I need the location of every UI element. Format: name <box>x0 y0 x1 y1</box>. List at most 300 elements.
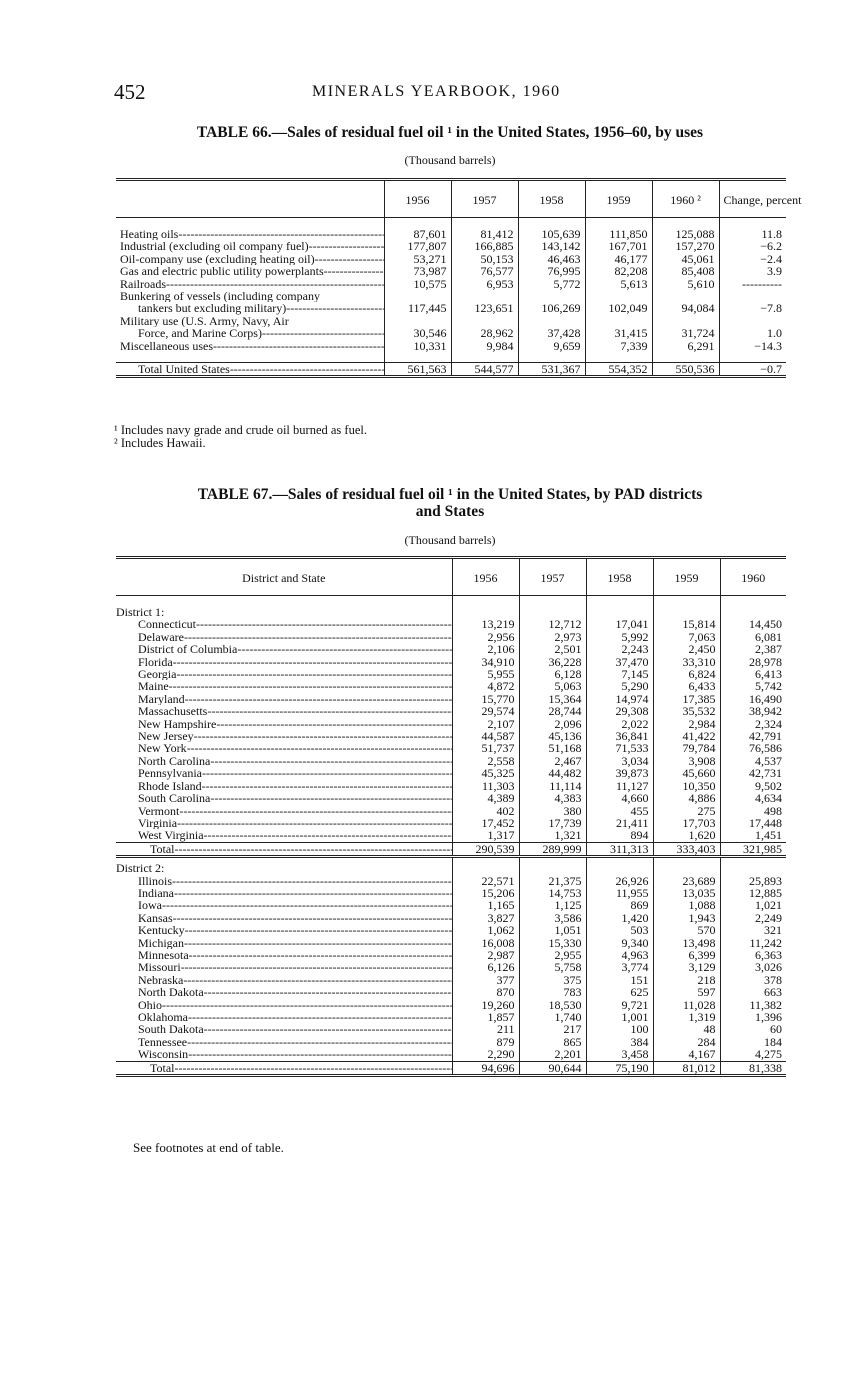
table67-cell: 11,114 <box>519 780 586 792</box>
table67-cell: 597 <box>653 986 720 998</box>
table67-cell: 17,703 <box>653 817 720 829</box>
table67-state-label <box>116 1011 452 1023</box>
table66-cell: 167,701 <box>585 240 652 252</box>
table66-spacer-cell <box>451 352 518 363</box>
table67-cell: 218 <box>653 974 720 986</box>
table67-cell: 2,955 <box>519 949 586 961</box>
table66-total-cell: −0.7 <box>719 363 786 377</box>
table66-cell: 5,772 <box>518 278 585 290</box>
table67-cell: 37,470 <box>586 656 653 668</box>
table66-spacer-cell <box>585 352 652 363</box>
table67-cell: 4,275 <box>720 1048 786 1061</box>
table67-cell: 1,051 <box>519 924 586 936</box>
table67-cell: 4,660 <box>586 792 653 804</box>
table67-cell: 36,228 <box>519 656 586 668</box>
table67-row <box>116 643 786 655</box>
table67-row <box>116 817 786 829</box>
table67-state-label <box>116 1048 452 1061</box>
table66-cell: 46,463 <box>518 253 585 265</box>
table67-state-name: Florida <box>138 655 173 669</box>
table67-total-row <box>116 842 786 856</box>
table66-column-header: Change, percent <box>719 180 786 218</box>
table67-total-label <box>116 1061 452 1075</box>
table66-cell: 46,177 <box>585 253 652 265</box>
table67-cell: 865 <box>519 1036 586 1048</box>
table67-total-label-text: Total <box>150 1061 175 1075</box>
table67-row <box>116 792 786 804</box>
table67-cell: 17,448 <box>720 817 786 829</box>
table66-spacer-cell <box>652 352 719 363</box>
table66-cell: 5,613 <box>585 278 652 290</box>
table67-cell: 3,034 <box>586 755 653 767</box>
table67-cell: 663 <box>720 986 786 998</box>
table66-spacer-cell <box>384 352 451 363</box>
table67-state-name: Ohio <box>138 998 162 1011</box>
table67-row <box>116 999 786 1011</box>
table67-cell: 13,219 <box>452 618 519 630</box>
table67-state-label <box>116 792 452 804</box>
table67-row <box>116 680 786 692</box>
table66-cell: 9,984 <box>451 340 518 352</box>
table67-cell: 9,340 <box>586 937 653 949</box>
table66-cell: 9,659 <box>518 340 585 352</box>
table66-cell: −2.4 <box>719 253 786 265</box>
table67-cell: 1,451 <box>720 829 786 842</box>
see-footnotes-note: See footnotes at end of table. <box>133 1140 284 1155</box>
table67-state-name: Kansas <box>138 911 173 925</box>
table67-state-name: New Hampshire <box>138 717 217 731</box>
table67-row <box>116 912 786 924</box>
table66-column-header: 1958 <box>518 180 585 218</box>
table67-stub-header: District and State <box>116 558 452 596</box>
table67-state-label <box>116 974 452 986</box>
table66-row-label-text: Military use (U.S. Army, Navy, Air <box>120 314 289 328</box>
table67-cell: 321 <box>720 924 786 936</box>
table66-cell: 177,807 <box>384 240 451 252</box>
table67-row <box>116 742 786 754</box>
table67-cell: 45,325 <box>452 767 519 779</box>
table67-cell: 79,784 <box>653 742 720 754</box>
table67-cell: 1,420 <box>586 912 653 924</box>
table66-row-label-text: Heating oils <box>120 228 179 241</box>
table67-cell: 2,987 <box>452 949 519 961</box>
table67-state-name: Illinois <box>138 874 173 887</box>
table67-unit: (Thousand barrels) <box>404 533 496 547</box>
table67-state-label <box>116 805 452 817</box>
table66-row-label <box>116 253 384 265</box>
table66-column-header: 1960 ² <box>652 180 719 218</box>
table67-total-cell: 311,313 <box>586 842 653 856</box>
table67-state-label <box>116 742 452 754</box>
table67-state-label <box>116 1023 452 1035</box>
table67-state-label <box>116 817 452 829</box>
table66-cell: 76,995 <box>518 265 585 277</box>
table67-row <box>116 618 786 630</box>
table67-cell: 5,992 <box>586 631 653 643</box>
table67-cell: 17,452 <box>452 817 519 829</box>
table67-cell: 14,450 <box>720 618 786 630</box>
table67-row <box>116 780 786 792</box>
table67-cell: 36,841 <box>586 730 653 742</box>
table67-state-name: North Dakota <box>138 986 204 999</box>
table67-cell: 384 <box>586 1036 653 1048</box>
table67-row <box>116 899 786 911</box>
table67-total-cell: 289,999 <box>519 842 586 856</box>
table66-stub-header <box>116 180 384 218</box>
table67-state-name: Maryland <box>138 692 185 706</box>
table67-cell: 51,168 <box>519 742 586 754</box>
table66-cell: 30,546 <box>384 327 451 339</box>
table67-state-label <box>116 631 452 643</box>
table67-cell: 2,956 <box>452 631 519 643</box>
table67-cell: 2,249 <box>720 912 786 924</box>
table67-cell: 9,721 <box>586 999 653 1011</box>
table67-cell: 4,886 <box>653 792 720 804</box>
table67-cell: 2,467 <box>519 755 586 767</box>
table67-state-label <box>116 668 452 680</box>
table66-cell: 76,577 <box>451 265 518 277</box>
table67-cell: 2,201 <box>519 1048 586 1061</box>
table67-cell: 4,963 <box>586 949 653 961</box>
table66-cell: 105,639 <box>518 228 585 240</box>
table67-row <box>116 961 786 973</box>
table67-column-header: 1960 <box>720 558 786 596</box>
page-number: 452 <box>114 80 146 104</box>
table67-caption-line2: and States <box>415 503 485 520</box>
table67-cell: 375 <box>519 974 586 986</box>
table67-cell: 1,088 <box>653 899 720 911</box>
table66-total-cell: 544,577 <box>451 363 518 377</box>
table67-row <box>116 1011 786 1023</box>
table67-state-name: Massachusetts <box>138 705 208 718</box>
table67-cell: 28,744 <box>519 705 586 717</box>
table66-caption: TABLE 66.—Sales of residual fuel oil ¹ in the United States, 1956–60, by uses <box>196 124 704 141</box>
table66-cell: 106,269 <box>518 302 585 314</box>
table67-state-name: South Carolina <box>138 792 211 805</box>
table67-cell: 2,450 <box>653 643 720 655</box>
table67-cell: 34,910 <box>452 656 519 668</box>
table66-row <box>116 278 786 290</box>
table67-state-name: Minnesota <box>138 948 189 962</box>
table66-row-label-text: tankers but excluding military) <box>138 302 287 315</box>
table67-state-label <box>116 949 452 961</box>
table67-cell: 29,574 <box>452 705 519 717</box>
table67-cell: 870 <box>452 986 519 998</box>
table67-spacer-cell <box>586 596 653 607</box>
table66-unit: (Thousand barrels) <box>404 153 496 167</box>
table67-row <box>116 937 786 949</box>
table66-row-label <box>116 290 384 302</box>
table67-cell: 15,770 <box>452 693 519 705</box>
table66-row-label-text: Miscellaneous uses <box>120 339 213 353</box>
table67-total-label <box>116 842 452 856</box>
table67-cell: 1,319 <box>653 1011 720 1023</box>
table67-cell: 4,383 <box>519 792 586 804</box>
table67-total-label-text: Total <box>150 842 175 856</box>
table67-cell: 15,814 <box>653 618 720 630</box>
table67-state-label <box>116 755 452 767</box>
table67-cell: 71,533 <box>586 742 653 754</box>
table67-cell: 7,063 <box>653 631 720 643</box>
table67-cell: 2,096 <box>519 718 586 730</box>
table67-cell: 39,873 <box>586 767 653 779</box>
table67-state-label <box>116 829 452 842</box>
table67-cell: 76,586 <box>720 742 786 754</box>
table67-cell: 11,955 <box>586 887 653 899</box>
table67-cell: 4,537 <box>720 755 786 767</box>
table66-row-label-text: Railroads <box>120 277 166 291</box>
table67-cell: 783 <box>519 986 586 998</box>
table67-district-label: District 1: <box>116 606 165 619</box>
table67-cell: 2,324 <box>720 718 786 730</box>
table67-cell: 51,737 <box>452 742 519 754</box>
table67-district-row <box>116 862 786 874</box>
table66-cell: ---------- <box>719 278 786 290</box>
table66-footnote: ² Includes Hawaii. <box>114 436 206 450</box>
table67-state-name: Iowa <box>138 899 162 912</box>
table67-row <box>116 668 786 680</box>
table66-row <box>116 265 786 277</box>
table67-state-name: Georgia <box>138 668 177 681</box>
table67-cell: 5,290 <box>586 680 653 692</box>
table67-cell: 21,375 <box>519 875 586 887</box>
table67-cell: 1,001 <box>586 1011 653 1023</box>
table67-cell: 1,165 <box>452 899 519 911</box>
table67-cell: 217 <box>519 1023 586 1035</box>
running-title: MINERALS YEARBOOK, 1960 <box>312 83 561 100</box>
table66-cell: 45,061 <box>652 253 719 265</box>
table66-total-cell: 531,367 <box>518 363 585 377</box>
table67-state-name: Delaware <box>138 630 184 644</box>
table66-cell: 3.9 <box>719 265 786 277</box>
table67-state-label <box>116 780 452 792</box>
table67-cell: 44,482 <box>519 767 586 779</box>
table67-state-name: Kentucky <box>138 924 185 937</box>
table67-state-name: Pennsylvania <box>138 767 202 780</box>
table67-row <box>116 767 786 779</box>
table66-row-label-text: Oil-company use (excluding heating oil) <box>120 252 315 266</box>
table67-state-label <box>116 1036 452 1048</box>
table67-cell <box>586 862 653 874</box>
table67-cell: 6,824 <box>653 668 720 680</box>
table66-spacer-cell <box>719 352 786 363</box>
table67-cell: 16,008 <box>452 937 519 949</box>
table67-state-name: Maine <box>138 680 169 693</box>
table67-cell: 12,885 <box>720 887 786 899</box>
table67-cell: 4,389 <box>452 792 519 804</box>
table67-cell: 4,167 <box>653 1048 720 1061</box>
table67-state-label <box>116 718 452 730</box>
table67-state-label <box>116 899 452 911</box>
table66-cell: 31,415 <box>585 327 652 339</box>
table67-cell: 1,740 <box>519 1011 586 1023</box>
table66-cell: 87,601 <box>384 228 451 240</box>
table67-cell: 25,893 <box>720 875 786 887</box>
table67-cell: 1,317 <box>452 829 519 842</box>
table67-spacer-cell <box>519 596 586 607</box>
table67-row <box>116 887 786 899</box>
table67-cell: 3,129 <box>653 961 720 973</box>
table67-cell: 498 <box>720 805 786 817</box>
table66-row-label-text: Gas and electric public utility powerplants <box>120 265 324 278</box>
table66-row-label <box>116 340 384 352</box>
table66-cell: −6.2 <box>719 240 786 252</box>
table67-total-cell: 94,696 <box>452 1061 519 1075</box>
table67-cell: 42,731 <box>720 767 786 779</box>
table67-state-name: Nebraska <box>138 973 184 987</box>
table67-cell: 48 <box>653 1023 720 1035</box>
table67-cell: 1,321 <box>519 829 586 842</box>
table67-caption-line1: TABLE 67.—Sales of residual fuel oil ¹ in the United States, by PAD districts <box>197 486 703 503</box>
table67-cell: 11,382 <box>720 999 786 1011</box>
table67-cell: 23,689 <box>653 875 720 887</box>
table67-cell: 3,458 <box>586 1048 653 1061</box>
table67-cell: 5,742 <box>720 680 786 692</box>
table67-spacer-cell <box>452 596 519 607</box>
table66-spacer-cell <box>116 218 384 229</box>
table67-spacer-cell <box>653 596 720 607</box>
table67-cell: 17,739 <box>519 817 586 829</box>
table66-cell: 166,885 <box>451 240 518 252</box>
table66-column-header: 1957 <box>451 180 518 218</box>
table67-total-cell: 290,539 <box>452 842 519 856</box>
table66-cell: 1.0 <box>719 327 786 339</box>
table67-cell: 2,501 <box>519 643 586 655</box>
table67-state-label <box>116 887 452 899</box>
table66 <box>116 178 802 378</box>
table66-total-label-text: Total United States <box>138 362 230 377</box>
table67-state-name: Connecticut <box>138 618 196 631</box>
table67-cell: 377 <box>452 974 519 986</box>
table67-state-name: North Carolina <box>138 754 211 768</box>
table67-cell: 1,062 <box>452 924 519 936</box>
table67-cell: 3,586 <box>519 912 586 924</box>
table66-cell: 37,428 <box>518 327 585 339</box>
table67-state-name: South Dakota <box>138 1023 204 1036</box>
table67-cell: 14,974 <box>586 693 653 705</box>
table67-state-name: Rhode Island <box>138 779 202 793</box>
table67-cell: 41,422 <box>653 730 720 742</box>
table67-row <box>116 924 786 936</box>
table67-state-label <box>116 961 452 973</box>
table66-column-header: 1956 <box>384 180 451 218</box>
table67-cell: 570 <box>653 924 720 936</box>
table67-cell <box>452 862 519 874</box>
table67-cell: 7,145 <box>586 668 653 680</box>
table67-cell: 45,136 <box>519 730 586 742</box>
table67-cell: 17,041 <box>586 618 653 630</box>
table67-state-name: Wisconsin <box>138 1048 189 1062</box>
table67-cell: 455 <box>586 805 653 817</box>
table66-row-label <box>116 240 384 252</box>
table67-cell: 503 <box>586 924 653 936</box>
table66-row-label <box>116 315 384 327</box>
table67-row <box>116 631 786 643</box>
table66-cell: 111,850 <box>585 228 652 240</box>
table67-state-label <box>116 693 452 705</box>
table67-total-row <box>116 1061 786 1075</box>
table67-row <box>116 1048 786 1061</box>
table67-cell: 14,753 <box>519 887 586 899</box>
table67-cell <box>720 862 786 874</box>
table66-row-label <box>116 302 384 314</box>
table67-state-label <box>116 999 452 1011</box>
table67-state-name: Missouri <box>138 961 181 974</box>
table67-cell: 879 <box>452 1036 519 1048</box>
table67-cell: 184 <box>720 1036 786 1048</box>
table66-row-label <box>116 278 384 290</box>
table67-cell: 44,587 <box>452 730 519 742</box>
table67-cell: 13,498 <box>653 937 720 949</box>
table67-state-name: Tennessee <box>138 1035 188 1049</box>
table67-cell: 2,973 <box>519 631 586 643</box>
table67-state-name: Vermont <box>138 804 180 817</box>
table67-cell: 26,926 <box>586 875 653 887</box>
table66-row <box>116 340 786 352</box>
table67-cell: 60 <box>720 1023 786 1035</box>
table67-row <box>116 949 786 961</box>
table67-cell: 42,791 <box>720 730 786 742</box>
table66-row-label-text: Bunkering of vessels (including company <box>120 290 320 303</box>
table67-state-name: Indiana <box>138 886 174 900</box>
table67-column-header: 1956 <box>452 558 519 596</box>
table67-state-label <box>116 643 452 655</box>
table67-cell: 894 <box>586 829 653 842</box>
table66-spacer-cell <box>116 352 384 363</box>
table67-cell: 2,558 <box>452 755 519 767</box>
table67-row <box>116 656 786 668</box>
table66-cell: 6,953 <box>451 278 518 290</box>
table67-cell: 2,984 <box>653 718 720 730</box>
table67-cell: 21,411 <box>586 817 653 829</box>
table67-cell: 402 <box>452 805 519 817</box>
table67-cell: 3,908 <box>653 755 720 767</box>
table67-row <box>116 705 786 717</box>
table67-cell: 18,530 <box>519 999 586 1011</box>
table66-cell: 10,575 <box>384 278 451 290</box>
table66-cell: 143,142 <box>518 240 585 252</box>
table67-row <box>116 986 786 998</box>
table67-cell: 211 <box>452 1023 519 1035</box>
table66-footnote: ¹ Includes navy grade and crude oil burned as fuel. <box>114 423 367 437</box>
table67-cell: 1,396 <box>720 1011 786 1023</box>
table67-state-label <box>116 705 452 717</box>
table66-cell: 5,610 <box>652 278 719 290</box>
table67-cell: 45,660 <box>653 767 720 779</box>
table67-cell: 4,872 <box>452 680 519 692</box>
table67-cell: 22,571 <box>452 875 519 887</box>
table67-total-cell: 75,190 <box>586 1061 653 1075</box>
table67-state-name: District of Columbia <box>138 643 238 656</box>
table67-cell: 1,125 <box>519 899 586 911</box>
table66-footnotes <box>114 424 367 450</box>
table66-cell: 102,049 <box>585 302 652 314</box>
table66-total-cell: 550,536 <box>652 363 719 377</box>
table66-total-row <box>116 363 786 377</box>
table67-cell: 869 <box>586 899 653 911</box>
table67-cell: 6,413 <box>720 668 786 680</box>
table67-row <box>116 829 786 842</box>
table66-row-label <box>116 265 384 277</box>
table66-cell: 28,962 <box>451 327 518 339</box>
table67-cell: 28,978 <box>720 656 786 668</box>
table67-cell: 11,028 <box>653 999 720 1011</box>
table67-cell: 5,955 <box>452 668 519 680</box>
table67-total-cell: 81,338 <box>720 1061 786 1075</box>
table67-cell: 275 <box>653 805 720 817</box>
table66-row-label-text: Industrial (excluding oil company fuel) <box>120 240 309 253</box>
table67 <box>116 556 786 1077</box>
